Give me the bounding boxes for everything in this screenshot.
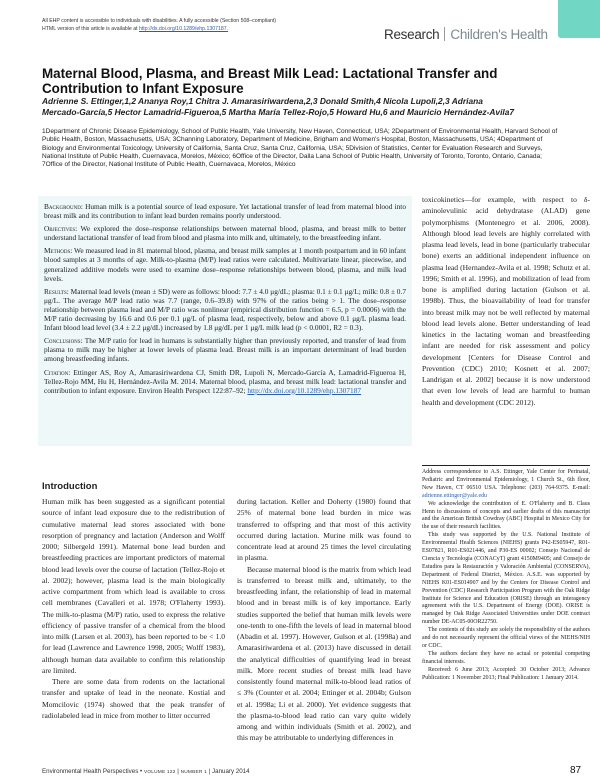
publication-dates: Received: 6 June 2013; Accepted: 30 October 2013; Advance Publication: 1 November 2013; Final Publication: 1 January 2014.: [422, 666, 590, 681]
issue-number: NUMBER 1: [180, 770, 207, 775]
accessibility-line-2: HTML version of this article is available at: [42, 26, 138, 32]
abstract-results: [44, 287, 406, 332]
abstract-text: Maternal lead levels (mean ± SD) were as follows: blood: 7.7 ± 4.0 μg/dL; plasma: 0.1 ± 0.1 μg/L; milk: 0.8 ± 0.7 μg/L. The average M/P lead ratio was 7.7 (range, 0.6–39.8) with 97% of the ratios being > 1. The dose–response relationship between plasma lead and M/P ratio was nonlinear (empirical distribution function = 6.5, p = 0.0006) with the M/P ratio decreasing by 16.6 and 0.6 per 0.1 μg/L of plasma lead, respectively, below and above 0.1 μg/L plasma lead. Infant blood lead level (3.4 ± 2.2 μg/dL) increased by 1.8 μg/dL per 1 μg/L milk lead (p < 0.0001, R2 = 0.3).: [44, 286, 406, 333]
abstract-text: We measured lead in 81 maternal blood, plasma, and breast milk samples at 1 month postpartum and in 60 infant blood samples at 3 months of age. Milk-to-plasma (M/P) lead ratios were calculated. Multivariate linear, piecewise, and generalized additive models were used to examine dose–response relationships between blood, plasma, and milk lead levels.: [44, 246, 406, 283]
body-column-2: [237, 496, 411, 744]
issue-date: January 2014: [212, 768, 250, 775]
abstract-objectives: [44, 224, 406, 242]
introduction-heading: Introduction: [42, 481, 98, 492]
body-paragraph: during lactation. Keller and Doherty (1980) found that 25% of maternal bone lead burden in mice was transferred to offspring and that most of this activity occurred during lactation. Murine milk was found to concentrate lead at around 25 times the level circulating in plasma.: [237, 497, 411, 563]
section-label: [384, 27, 548, 42]
page-number: 87: [570, 765, 582, 776]
section-research: Research: [384, 27, 440, 42]
footer-bullet: •: [140, 768, 143, 775]
accessibility-notice: [42, 17, 362, 33]
disclaimer-note: The contents of this study are solely the responsibility of the authors and do not necessarily represent the official views of the NIEHS/NIH or CDC.: [422, 627, 590, 649]
correspondence-text: Address correspondence to A.S. Ettinger, Yale Center for Perinatal, Pediatric and Environmental Epidemiology, 1 Church St., 6th floor, New Haven, CT 06510 USA. Telephone: (203) 764-9375. E-mail:: [422, 469, 590, 491]
body-column-3: [422, 194, 590, 408]
journal-name: Environmental Health Perspectives: [42, 768, 139, 775]
notes-divider: [422, 465, 590, 466]
section-divider: [444, 27, 445, 41]
citation-text: Ettinger AS, Roy A, Amarasiriwardena CJ, Smith DR, Lupoli N, Mercado-García A, Lamadrid-Figueroa H, Tellez-Rojo MM, Hu H, Hernández-Avila M. 2014. Maternal blood, plasma, and breast milk lead: lactational transfer and contribution to infant exposure. Environ Health Perspect 122:87–92;: [44, 367, 406, 395]
body-paragraph: Human milk has been suggested as a significant potential source of infant lead exposure due to the redistribution of cumulative maternal lead stores associated with bone resorption of pregnancy and lactation (Anderson and Wolff 2000; Silbergeld 1991). Maternal bone lead burden and breastfeeding practices are important predictors of maternal blood lead levels over the course of lactation (Tellez-Rojo et al. 2002); however, plasma lead is the main biologically active compartment from which lead is available to cross cell membranes (Cavalleri et al. 1978; O'Flaherty 1993). The milk-to-plasma (M/P) ratio, used to express the relative efficiency of passive transfer of a chemical from the blood into milk (Larsen et al. 2003), has been reported to be < 1.0 for lead (Lawrence and Lawrence 1998, 2005; Wolff 1983), although human data available to confirm this relationship are limited.: [42, 497, 225, 675]
abstract-box: [38, 196, 412, 446]
abstract-text: We explored the dose–response relationships between maternal blood, plasma, and breast milk to better understand lactational transfer of lead from blood and plasma into milk and, ultimately, to the breastfeeding infant.: [44, 224, 406, 243]
page-footer: Environmental Health Perspectives • VOLUME 122 | NUMBER 1 | January 2014: [42, 768, 250, 775]
article-title: Maternal Blood, Plasma, and Breast Milk Lead: Lactational Transfer and Contribution to Infant Exposure: [42, 66, 498, 96]
section-tab-marker: [558, 0, 600, 38]
abstract-conclusions: [44, 336, 406, 363]
volume: VOLUME 122: [143, 770, 176, 775]
affiliations: 1Department of Chronic Disease Epidemiology, School of Public Health, Yale University, New Haven, Connecticut, USA; 2Department of Environmental Health, Harvard School of Public Health, Boston, Massachusetts, USA; 3Channing Laboratory, Department of Medicine, Brigham and Women's Hospital, Boston, Massachusetts, USA; 4Department of Biology and Environmental Toxicology, University of California, Santa Cruz, Santa Cruz, California, USA; 5Division of Statistics, Center for Evaluation Research and Surveys, National Institute of Public Health, Cuernavaca, Morelos, México; 6Office of the Director, Dalla Lana School of Public Health, University of Toronto, Toronto, Ontario, Canada; 7Office of the Director, National Institute of Public Health, Cuernavaca, Morelos, México: [42, 128, 558, 169]
section-childrens-health: Children's Health: [450, 27, 548, 42]
acknowledgment-note: We acknowledge the contribution of E. O'Flaherty and B. Claus Henn to discussions of concepts and earlier drafts of this manuscript and the American British Cowdray (ABC) Hospital in Mexico City for the use of their research facilities.: [422, 500, 590, 531]
competing-interests-note: The authors declare they have no actual or potential competing financial interests.: [422, 650, 590, 665]
abstract-citation: [44, 368, 406, 395]
abstract-label: Results:: [44, 286, 69, 296]
citation-label: Citation:: [44, 367, 71, 377]
abstract-label: Objectives:: [44, 224, 78, 234]
abstract-label: Methods:: [44, 246, 73, 256]
abstract-background: [44, 202, 406, 220]
abstract-label: Background:: [44, 202, 83, 211]
body-paragraph: Because maternal blood is the matrix from which lead is transferred to breast milk and, ultimately, to the breastfeeding infant, the relationship of lead in maternal blood and in breast milk is of key importance. Early studies supported the belief that human milk levels were one-tenth to one-fifth the levels of lead in maternal blood (Abadin et al. 1997). However, Gulson et al. (1998a) and Amarasiriwardena et al. (2013) have discussed in detail the analytical difficulties of quantifying lead in breast milk. More recent studies of breast milk lead have consistently found maternal milk-to-blood lead ratios of ≤ 3% (Counter et al. 2004; Ettinger et al. 2004b; Gulson et al. 1998a; Li et al. 2000). Yet evidence suggests that the plasma-to-blood lead ratio can vary quite widely among and within individuals (Smith et al. 2002), and this may be attributable to underlying differences in: [237, 564, 411, 743]
abstract-methods: [44, 246, 406, 282]
funding-note: This study was supported by the U.S. National Institute of Environmental Health Sciences (NIEHS) grants P42-ES05947, R01-ES07821, R01-ES021446, and P30-ES 00002; Consejo Nacional de Ciencia y Tecnología (CONACyT) grant 4150M9405; and Consejo de Estudios para la Restauración y Valoración Ambiental (CONSERVA), Department of Federal District, México. A.S.E. was supported by NIEHS K01-ES014907 and by the Centers for Disease Control and Prevention (CDC) Research Participation Program with the Oak Ridge Institute for Science and Education (ORISE) through an interagency agreement with the U.S. Department of Energy (DOE). ORISE is managed by Oak Ridge Associated Universities under DOE contract number DE-AC05-00OR22750.: [422, 532, 590, 626]
html-version-link[interactable]: http://dx.doi.org/10.1289/ehp.1307187.: [138, 26, 229, 32]
body-paragraph: There are some data from rodents on the lactational transfer and uptake of lead in the neonate. Kostial and Momcilovic (1974) showed that the peak transfer of radiolabeled lead in mice from mother to litter occurred: [42, 677, 225, 720]
correspondence-note: [422, 469, 590, 501]
citation-doi-link[interactable]: http://dx.doi.org/10.1289/ehp.1307187: [247, 385, 362, 395]
author-list: Adrienne S. Ettinger,1,2 Ananya Roy,1 Chitra J. Amarasiriwardena,2,3 Donald Smith,4 Nicola Lupoli,2,3 Adriana Mercado-García,5 Hector Lamadrid-Figueroa,5 Martha María Tellez-Rojo,5 Howard Hu,6 and Mauricio Hernández-Avila7: [42, 96, 515, 117]
correspondence-email-link[interactable]: adrienne.ettinger@yale.edu: [422, 492, 487, 499]
abstract-text: Human milk is a potential source of lead exposure. Yet lactational transfer of lead from maternal blood into breast milk and its contribution to infant lead burden remains poorly understood.: [44, 202, 406, 221]
article-notes: [422, 469, 590, 682]
accessibility-line-1: All EHP content is accessible to individuals with disabilities. A fully accessible (Section 508–compliant): [42, 18, 277, 24]
body-column-1: [42, 496, 225, 721]
body-paragraph: toxicokinetics—for example, with respect to δ-aminolevulinic acid dehydratase (ALAD) gene polymorphisms (Montenegro et al. 2006, 2008). Although blood lead levels are highly correlated with plasma lead levels, lead in bone (particularly trabecular bone) exerts an additional independent influence on plasma lead (Hernandez-Avila et al. 1998; Schutz et al. 1996; Smith et al. 1996), and mobilization of lead from bone is amplified during lactation (Gulson et al. 1998b). Thus, the bioavailability of lead for transfer into breast milk may not be well reflected by maternal blood lead levels alone. Better understanding of lead kinetics in the lactating woman and breastfeeding infant are needed for risk assessment and policy development [Centers for Disease Control and Prevention (CDC) 2010; Kosnett et al. 2007; Landrigan et al. 2002] because it is now understood that even low levels of lead are harmful to human health and development (CDC 2012).: [422, 195, 590, 407]
abstract-label: Conclusions:: [44, 336, 83, 346]
abstract-text: The M/P ratio for lead in humans is substantially higher than previously reported, and transfer of lead from plasma to milk may be higher at lower levels of plasma lead. Breast milk is an important determinant of lead burden among breastfeeding infants.: [44, 336, 406, 364]
